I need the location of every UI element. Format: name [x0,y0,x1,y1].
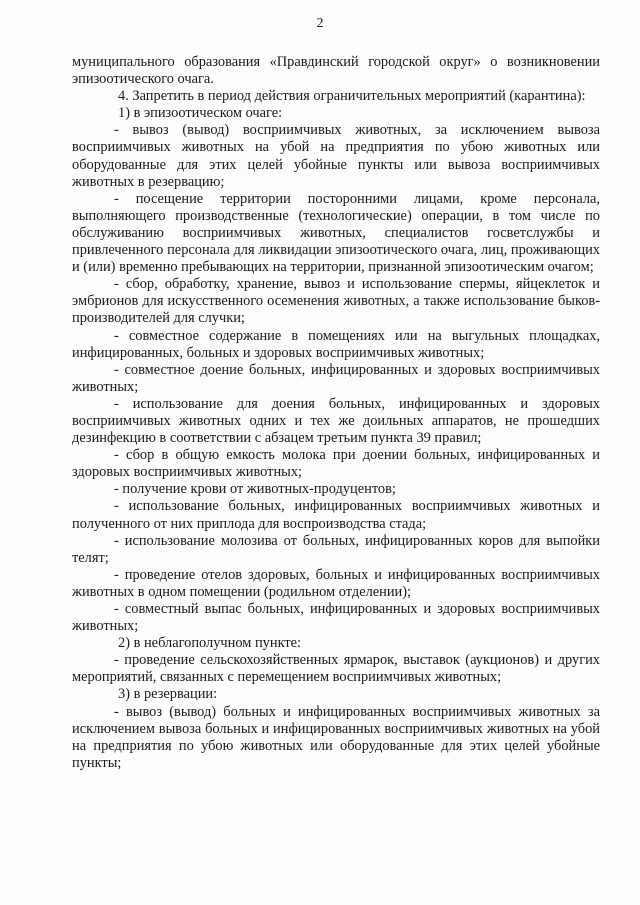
list-item: - сбор в общую емкость молока при доении больных, инфицированных и здоровых восприимчивых животных; [72,447,600,481]
paragraph: 4. Запретить в период действия ограничительных мероприятий (карантина): [118,88,586,105]
page-number: 2 [316,16,324,31]
list-item: - использование молозива от больных, инфицированных коров для выпойки телят; [72,532,600,566]
list-item: - совместное содержание в помещениях или на выгульных площадках, инфицированных, больных и здоровых восприимчивых животных; [72,327,600,361]
list-item: - посещение территории посторонними лицами, кроме персонала, выполняющего производственные (технологические) операции, в том числе по обслуживанию восприимчивых животных, специалистов госветслужбы и привлеченного персонала для ликвидации эпизоотического очага, лиц, проживающих и (или) временно пребывающих на территории, признанной эпизоотическим очагом; [72,190,600,276]
list-item: - вывоз (вывод) восприимчивых животных, за исключением вывоза восприимчивых животных на убой на предприятия по убою животных или оборудованные для этих целей убойные пункты или вывоза восприимчивых животных в резервацию; [72,122,600,190]
list-item: - проведение сельскохозяйственных ярмарок, выставок (аукционов) и других мероприятий, связанных с перемещением восприимчивых животных; [72,652,600,686]
subheading: 1) в эпизоотическом очаге: [118,105,283,122]
paragraph: муниципального образования «Правдинский городской округ» о возникновении эпизоотического очага. [72,54,600,88]
list-item: - вывоз (вывод) больных и инфицированных восприимчивых животных за исключением вывоза больных и инфицированных восприимчивых животных на убой на предприятия по убою животных или оборудованные для этих целей убойные пункты; [72,703,600,771]
list-item: - проведение отелов здоровых, больных и инфицированных восприимчивых животных в одном помещении (родильном отделении); [72,566,600,600]
list-item: - использование для доения больных, инфицированных и здоровых восприимчивых животных одних и тех же доильных аппаратов, не прошедших дезинфекцию в соответствии с абзацем третьим пункта 39 правил; [72,395,600,447]
list-item: - совместное доение больных, инфицированных и здоровых восприимчивых животных; [72,361,600,395]
list-item: - совместный выпас больных, инфицированных и здоровых восприимчивых животных; [72,601,600,635]
list-item: - сбор, обработку, хранение, вывоз и использование спермы, яйцеклеток и эмбрионов для искусственного осеменения животных, а также использование быков-производителей для случки; [72,276,600,327]
list-item: - получение крови от животных-продуцентов; [114,481,396,498]
document-body [72,54,600,772]
subheading: 2) в неблагополучном пункте: [118,635,302,652]
subheading: 3) в резервации: [118,686,218,703]
list-item: - использование больных, инфицированных восприимчивых животных и полученного от них приплода для воспроизводства стада; [72,498,600,532]
